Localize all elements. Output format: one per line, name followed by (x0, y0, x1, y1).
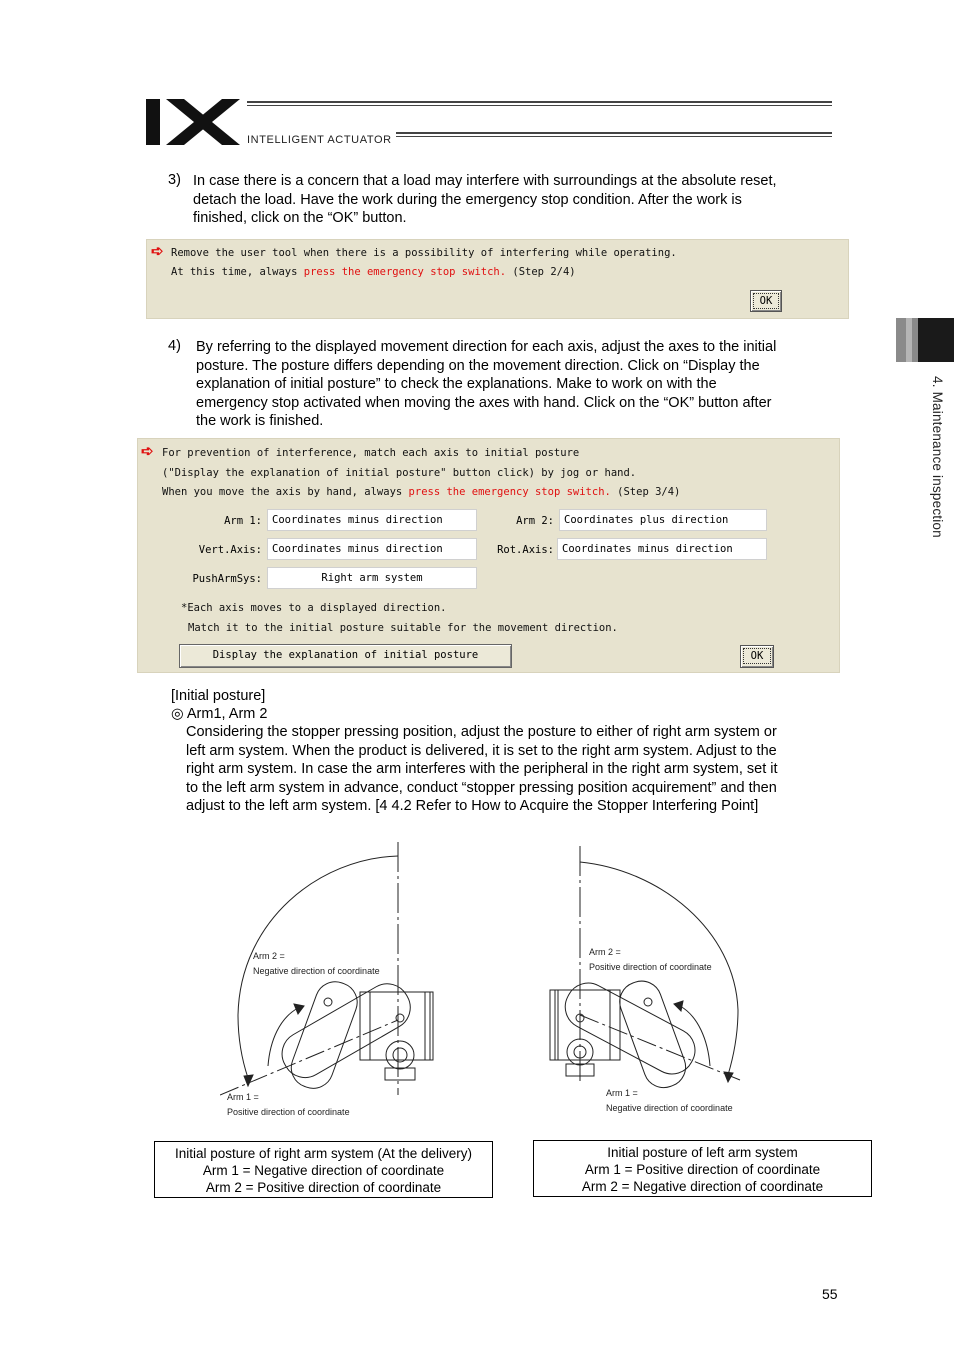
left-arm1-line: Positive direction of coordinate (227, 1107, 350, 1117)
note-line2: Match it to the initial posture suitable for the movement direction. (188, 622, 618, 634)
initial-text (186, 723, 866, 816)
caption-line: Arm 2 = Negative direction of coordinate (581, 1179, 824, 1194)
dialog1-line1: Remove the user tool when there is a possibility of interfering while operating. (171, 247, 677, 259)
vert-axis-label: Vert.Axis: (198, 544, 262, 556)
header-rule-bottom (396, 132, 832, 134)
step3-text (193, 172, 853, 228)
initial-line: Considering the stopper pressing position, adjust the posture to either of right arm system or (186, 724, 777, 740)
ix-logo (144, 96, 244, 148)
emergency-warning: press the emergency stop switch. (303, 266, 507, 278)
initial-heading: [Initial posture] (171, 688, 266, 704)
dialog2-line2: ("Display the explanation of initial posture" button click) by jog or hand. (162, 467, 637, 479)
step4-text (196, 338, 856, 431)
caption-line: Initial posture of left arm system (607, 1145, 798, 1160)
arm2-field: Coordinates plus direction (559, 509, 767, 531)
step3-number: 3) (168, 172, 181, 188)
ok-button-label: OK (753, 293, 779, 309)
left-arm-caption (533, 1140, 872, 1197)
dialog1-line2-prefix: At this time, always (171, 266, 304, 278)
vert-axis-field: Coordinates minus direction (267, 538, 477, 560)
dialog-step2 (146, 239, 849, 319)
step4-number: 4) (168, 338, 181, 354)
caption-line: Arm 1 = Negative direction of coordinate (202, 1163, 445, 1178)
rot-axis-field: Coordinates minus direction (557, 538, 767, 560)
step4-line: By referring to the displayed movement direction for each axis, adjust the axes to the initial (196, 339, 777, 355)
right-arm2-label (589, 946, 712, 974)
ok-button[interactable] (750, 290, 782, 312)
side-tab-dark (918, 318, 954, 362)
rot-axis-label: Rot.Axis: (497, 544, 554, 556)
dialog2-line1: For prevention of interference, match each axis to initial posture (162, 447, 580, 459)
dialog1-step: (Step 2/4) (506, 266, 576, 278)
side-tab-stripe (906, 318, 912, 362)
push-arm-label: PushArmSys: (192, 573, 262, 585)
initial-line: adjust to the left arm system. [4 4.2 Refer to How to Acquire the Stopper Interfering Point] (186, 798, 759, 814)
step4-line: emergency stop activated when moving the axes with hand. Click on the “OK” button after (196, 394, 772, 411)
header-rule-bottom2 (396, 136, 832, 137)
dialog1-line2 (171, 266, 576, 278)
side-tab-label: 4. Maintenance inspection (930, 376, 945, 538)
step3-line: detach the load. Have the work during the emergency stop condition. After the work is (193, 191, 742, 208)
right-arm-caption (154, 1141, 493, 1198)
left-arm2-line: Negative direction of coordinate (253, 966, 380, 976)
right-arm1-line: Negative direction of coordinate (606, 1103, 733, 1113)
header-rule-top (247, 101, 832, 103)
push-arm-field: Right arm system (267, 567, 477, 589)
page-number: 55 (822, 1286, 838, 1302)
left-arm2-line: Arm 2 = (253, 951, 285, 961)
brand-name: INTELLIGENT ACTUATOR (247, 134, 392, 146)
left-arm2-label (253, 950, 380, 978)
left-arm1-line: Arm 1 = (227, 1092, 259, 1102)
arm1-field: Coordinates minus direction (267, 509, 477, 531)
initial-line: to the left arm system in advance, conduct “stopper pressing position acquirement” and then (186, 779, 777, 796)
arrow-icon: ➪ (141, 443, 154, 460)
initial-line: right arm system. In case the arm interferes with the peripheral in the right arm system, set it (186, 761, 778, 777)
left-arm1-label (227, 1091, 350, 1119)
caption-line: Arm 1 = Positive direction of coordinate (584, 1162, 821, 1177)
ok-button-label: OK (743, 648, 771, 664)
right-arm2-line: Arm 2 = (589, 947, 621, 957)
step4-line: the work is finished. (196, 413, 324, 429)
initial-line: left arm system. When the product is delivered, it is set to the right arm system. Adjust to the (186, 742, 777, 759)
ok-button[interactable] (740, 645, 774, 668)
right-arm1-label (606, 1087, 733, 1115)
right-arm1-line: Arm 1 = (606, 1088, 638, 1098)
caption-line: Initial posture of right arm system (At the delivery) (174, 1146, 473, 1161)
initial-bullet: ◎ Arm1, Arm 2 (171, 706, 268, 722)
arrow-icon: ➪ (151, 243, 164, 260)
step3-line: finished, click on the “OK” button. (193, 210, 407, 226)
step4-line: explanation of initial posture” to check the explanations. Make to work on with the (196, 376, 717, 392)
step4-line: posture. The posture differs depending on the movement direction. Click on “Display the (196, 357, 760, 374)
dialog2-line3 (162, 486, 680, 498)
right-arm2-line: Positive direction of coordinate (589, 962, 712, 972)
caption-line: Arm 2 = Positive direction of coordinate (205, 1180, 442, 1195)
dialog2-line3-prefix: When you move the axis by hand, always (162, 486, 409, 498)
emergency-warning: press the emergency stop switch. (408, 486, 611, 498)
step3-line: In case there is a concern that a load may interfere with surroundings at the absolute reset, (193, 173, 777, 189)
dialog2-step: (Step 3/4) (610, 486, 681, 498)
dialog-step3 (137, 438, 840, 673)
header-rule-top2 (247, 105, 832, 106)
arm2-label: Arm 2: (516, 515, 554, 527)
note-line1: *Each axis moves to a displayed direction. (181, 602, 447, 614)
arm1-label: Arm 1: (224, 515, 262, 527)
display-explanation-button[interactable]: Display the explanation of initial posture (179, 644, 512, 668)
